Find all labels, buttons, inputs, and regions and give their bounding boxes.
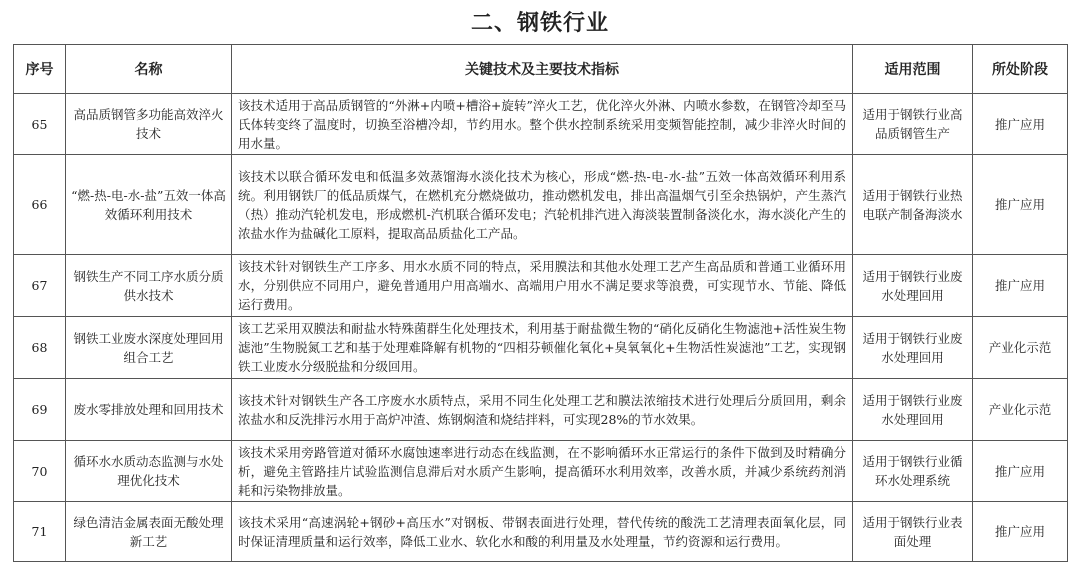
table-row (14, 379, 1068, 441)
row-tech-description: 该技术针对钢铁生产各工序废水水质特点，采用不同生化处理工艺和膜法浓缩技术进行处理后分质回用，剩余浓盐水和反洗排污水用于高炉冲渣、炼钢焖渣和烧结拌料，可实现28%的节水效果。 (232, 379, 853, 441)
row-scope: 适用于钢铁行业废水处理回用 (853, 379, 973, 441)
row-name: 钢铁工业废水深度处理回用组合工艺 (66, 317, 232, 379)
row-tech-description: 该技术采用“高速涡轮+钢砂+高压水”对钢板、带钢表面进行处理，替代传统的酸洗工艺清理表面氧化层，同时保证清理质量和运行效率，降低工业水、软化水和酸的利用量及水处理量，节约资源和运行费用。 (232, 502, 853, 562)
row-scope: 适用于钢铁行业废水处理回用 (853, 317, 973, 379)
header-stage: 所处阶段 (973, 45, 1068, 94)
row-name: 绿色清洁金属表面无酸处理新工艺 (66, 502, 232, 562)
table-row (14, 441, 1068, 502)
section-title: 二、钢铁行业 (470, 11, 609, 36)
row-scope: 适用于钢铁行业废水处理回用 (853, 255, 973, 317)
row-stage: 推广应用 (973, 441, 1068, 502)
row-stage: 推广应用 (973, 255, 1068, 317)
row-scope: 适用于钢铁行业循环水处理系统 (853, 441, 973, 502)
table-row (14, 155, 1068, 255)
row-scope: 适用于钢铁行业高品质钢管生产 (853, 94, 973, 155)
header-scope: 适用范围 (853, 45, 973, 94)
row-name: 钢铁生产不同工序水质分质供水技术 (66, 255, 232, 317)
header-number: 序号 (14, 45, 66, 94)
row-number: 65 (14, 94, 66, 155)
row-tech-description: 该工艺采用双膜法和耐盐水特殊菌群生化处理技术，利用基于耐盐微生物的“硝化反硝化生物滤池+活性炭生物滤池”生物脱氮工艺和基于处理难降解有机物的“四相芬顿催化氧化+臭氧氧化+生物活性炭滤池”工艺，实现钢铁工业废水分级脱盐和分级回用。 (232, 317, 853, 379)
row-name: 废水零排放处理和回用技术 (66, 379, 232, 441)
row-tech-description: 该技术针对钢铁生产工序多、用水水质不同的特点，采用膜法和其他水处理工艺产生高品质和普通工业循环用水，分别供应不同用户，避免普通用户用高端水、高端用户用水不满足要求等浪费，可实现节水、节能、降低运行费用。 (232, 255, 853, 317)
row-stage: 推广应用 (973, 155, 1068, 255)
table-header-row (14, 45, 1068, 94)
row-name: 循环水水质动态监测与水处理优化技术 (66, 441, 232, 502)
table-row (14, 502, 1068, 562)
row-number: 68 (14, 317, 66, 379)
row-stage: 推广应用 (973, 502, 1068, 562)
row-number: 71 (14, 502, 66, 562)
table-row (14, 255, 1068, 317)
header-key-tech: 关键技术及主要技术指标 (232, 45, 853, 94)
header-name: 名称 (66, 45, 232, 94)
row-name: 高品质钢管多功能高效淬火技术 (66, 94, 232, 155)
technology-table (13, 44, 1068, 562)
row-number: 69 (14, 379, 66, 441)
row-scope: 适用于钢铁行业热电联产制备海淡水 (853, 155, 973, 255)
table-row (14, 317, 1068, 379)
row-number: 67 (14, 255, 66, 317)
row-name: “燃-热-电-水-盐”五效一体高效循环利用技术 (66, 155, 232, 255)
row-stage: 推广应用 (973, 94, 1068, 155)
row-number: 66 (14, 155, 66, 255)
row-tech-description: 该技术适用于高品质钢管的“外淋+内喷+槽浴+旋转”淬火工艺，优化淬火外淋、内喷水参数，在钢管冷却至马氏体转变终了温度时，切换至浴槽冷却，节约用水。整个供水控制系统采用变频智能控制，减少非淬火时间的用水量。 (232, 94, 853, 155)
row-stage: 产业化示范 (973, 317, 1068, 379)
row-stage: 产业化示范 (973, 379, 1068, 441)
row-scope: 适用于钢铁行业表面处理 (853, 502, 973, 562)
row-tech-description: 该技术以联合循环发电和低温多效蒸馏海水淡化技术为核心，形成“燃-热-电-水-盐”五效一体高效循环利用系统。利用钢铁厂的低品质煤气，在燃机充分燃烧做功，推动燃机发电，排出高温烟气引至余热锅炉，产生蒸汽（热）推动汽轮机发电，形成燃机-汽机联合循环发电；汽轮机排汽进入海淡装置制备淡化水，海水淡化产生的浓盐水作为盐碱化工原料，提取高品质盐化工产品。 (232, 155, 853, 255)
row-number: 70 (14, 441, 66, 502)
row-tech-description: 该技术采用旁路管道对循环水腐蚀速率进行动态在线监测，在不影响循环水正常运行的条件下做到及时精确分析，避免主管路挂片试验监测信息滞后对水质产生影响，提高循环水利用效率，改善水质，并减少系统药剂消耗和污染物排放量。 (232, 441, 853, 502)
table-row (14, 94, 1068, 155)
